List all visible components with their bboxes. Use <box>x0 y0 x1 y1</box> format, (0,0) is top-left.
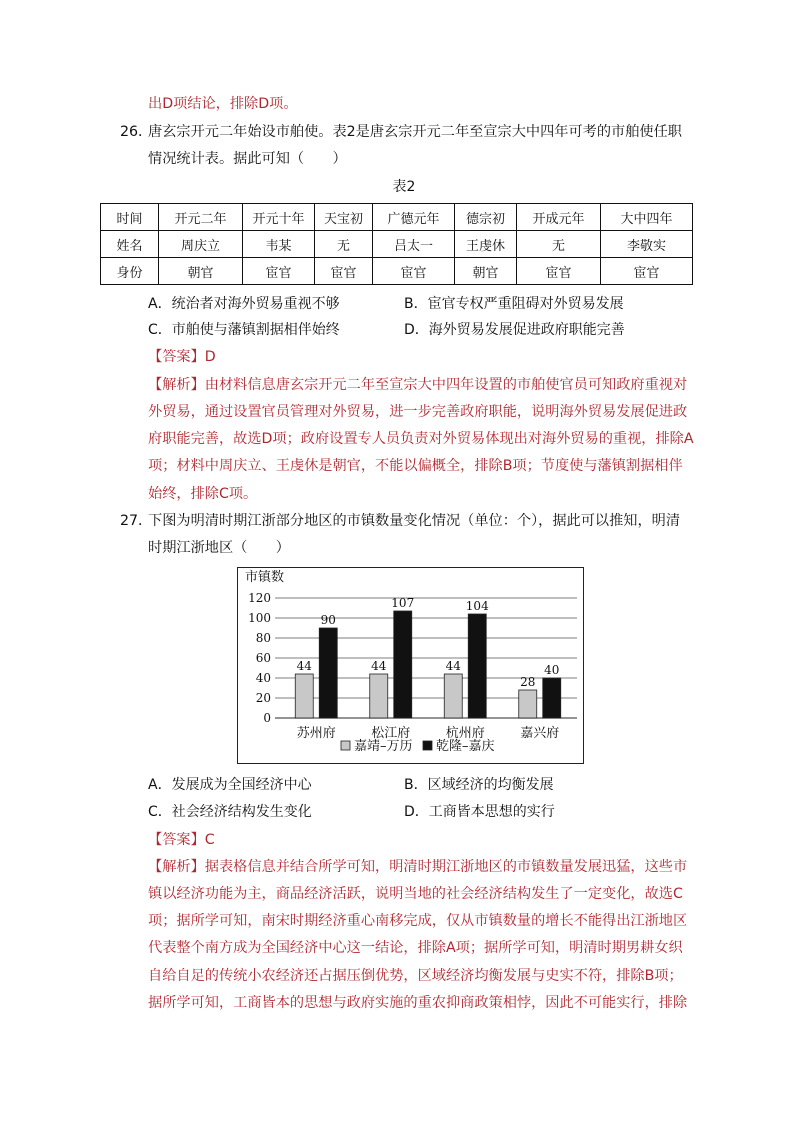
table-cell: 周庆立 <box>159 231 243 258</box>
bar-qianlong-jiaqing <box>543 678 561 718</box>
table-cell: 广德元年 <box>373 204 455 231</box>
table-cell: 开元十年 <box>243 204 315 231</box>
q27-stem-line2: 时期江浙地区（ ） <box>148 540 290 556</box>
table-cell: 宦官 <box>373 258 455 285</box>
bar-jiajing-wanli <box>370 674 388 718</box>
legend-label: 嘉靖–万历 <box>354 739 413 754</box>
bar-jiajing-wanli <box>295 674 313 718</box>
table-cell: 德宗初 <box>455 204 517 231</box>
legend-label: 乾隆–嘉庆 <box>436 739 495 754</box>
q27-option-b: B．区域经济的均衡发展 <box>404 777 554 793</box>
q26-number: 26． <box>120 124 153 140</box>
q27-stem-line1: 下图为明清时期江浙部分地区的市镇数量变化情况（单位：个），据此可以推知，明清 <box>148 513 681 529</box>
bar-qianlong-jiaqing <box>394 611 412 718</box>
q27-option-c: C．社会经济结构发生变化 <box>148 804 312 820</box>
bar-qianlong-jiaqing <box>319 628 337 718</box>
q26-answer <box>148 347 216 367</box>
table-cell: 大中四年 <box>601 204 693 231</box>
table-cell: 无 <box>315 231 373 258</box>
q26-analysis-text-1: 由材料信息唐玄宗开元二年至宣宗大中四年设置的市舶使官员可知政府重视对 <box>204 377 688 393</box>
data-label: 28 <box>520 675 536 689</box>
y-tick-label: 80 <box>255 631 271 645</box>
table-cell: 宦官 <box>601 258 693 285</box>
q26-option-c: C．市舶使与藩镇割据相伴始终 <box>148 322 340 338</box>
q27-option-d: D．工商皆本思想的实行 <box>404 804 555 820</box>
q27-answer <box>148 830 215 850</box>
q26-analysis-label: 【解析】 <box>148 377 205 393</box>
q26-option-a: A．统治者对海外贸易重视不够 <box>148 296 340 312</box>
q26-analysis-line-1 <box>148 375 687 395</box>
q26-analysis-line-3: 府职能完善，故选D项；政府设置专人员负责对外贸易体现出对海外贸易的重视，排除A <box>148 431 694 447</box>
q26-table <box>100 203 693 285</box>
table-cell: 宦官 <box>315 258 373 285</box>
q26-answer-label: 【答案】 <box>148 349 205 365</box>
data-label: 40 <box>544 663 560 677</box>
y-tick-label: 0 <box>263 711 271 725</box>
y-tick-label: 120 <box>248 591 271 605</box>
x-tick-label: 松江府 <box>371 726 411 741</box>
q26-answer-value: D <box>204 349 216 365</box>
y-tick-label: 60 <box>255 651 271 665</box>
data-label: 44 <box>371 659 387 673</box>
x-tick-label: 嘉兴府 <box>520 726 560 741</box>
table-row-header: 身份 <box>101 258 159 285</box>
q27-analysis-line-1 <box>148 857 687 877</box>
table-cell: 韦某 <box>243 231 315 258</box>
q27-analysis-label: 【解析】 <box>148 859 205 875</box>
legend-swatch <box>341 741 350 750</box>
table-cell: 宦官 <box>243 258 315 285</box>
q27-number: 27． <box>120 513 153 529</box>
table-cell: 开成元年 <box>517 204 601 231</box>
q27-chart <box>237 567 584 764</box>
q26-option-d: D．海外贸易发展促进政府职能完善 <box>404 322 625 338</box>
q26-analysis-line-5: 始终，排除C项。 <box>148 486 258 502</box>
y-tick-label: 100 <box>248 611 271 625</box>
table-row-header: 时间 <box>101 204 159 231</box>
q27-analysis-line-3: 项；据所学可知，南宋时期经济重心南移完成，仅从市镇数量的增长不能得出江浙地区 <box>148 913 688 929</box>
legend-swatch <box>423 741 432 750</box>
table-time-row <box>101 204 693 231</box>
table-row-header: 姓名 <box>101 231 159 258</box>
table-cell: 无 <box>517 231 601 258</box>
bar-jiajing-wanli <box>444 674 462 718</box>
q27-analysis-text-1: 据表格信息并结合所学可知，明清时期江浙地区的市镇数量发展迅猛，这些市 <box>204 859 688 875</box>
table-cell: 开元二年 <box>159 204 243 231</box>
table-name-row <box>101 231 693 258</box>
table-caption: 表2 <box>392 179 416 195</box>
bar-jiajing-wanli <box>519 690 537 718</box>
q27-chart-svg <box>237 567 584 764</box>
data-label: 107 <box>391 596 415 610</box>
x-tick-label: 苏州府 <box>296 726 336 741</box>
y-tick-label: 20 <box>255 691 271 705</box>
table-cell: 宦官 <box>517 258 601 285</box>
table-cell: 吕太一 <box>373 231 455 258</box>
q26-analysis-line-4: 项；材料中周庆立、王虔休是朝官，不能以偏概全，排除B项；节度使与藩镇割据相伴 <box>148 458 683 474</box>
q26-stem-line1: 唐玄宗开元二年始设市舶使。表2是唐玄宗开元二年至宣宗大中四年可考的市舶使任职 <box>148 124 682 140</box>
data-label: 44 <box>445 659 461 673</box>
q26-stem-line2: 情况统计表。据此可知（ ） <box>148 151 347 167</box>
data-label: 90 <box>320 613 336 627</box>
table-identity-row <box>101 258 693 285</box>
q27-analysis-line-5: 自给自足的传统小农经济还占据压倒优势，区域经济均衡发展与史实不符，排除B项； <box>148 968 683 984</box>
q27-answer-label: 【答案】 <box>148 832 205 848</box>
q26-analysis-line-2: 外贸易，通过设置官员管理对外贸易，进一步完善政府职能，说明海外贸易发展促进政 <box>148 404 688 420</box>
q27-analysis-line-6: 据所学可知，工商皆本的思想与政府实施的重农抑商政策相悖，因此不可能实行，排除 <box>148 995 688 1011</box>
q27-answer-value: C <box>204 832 215 848</box>
table-cell: 李敬实 <box>601 231 693 258</box>
y-axis-label: 市镇数 <box>245 570 285 585</box>
y-tick-label: 40 <box>255 671 271 685</box>
data-label: 44 <box>296 659 312 673</box>
x-tick-label: 杭州府 <box>445 726 485 741</box>
bar-qianlong-jiaqing <box>468 614 486 718</box>
q27-option-a: A．发展成为全国经济中心 <box>148 777 312 793</box>
table-cell: 朝官 <box>455 258 517 285</box>
q27-analysis-line-4: 代表整个南方成为全国经济中心这一结论，排除A项；据所学可知，明清时期男耕女织 <box>148 940 683 956</box>
table-cell: 王虔休 <box>455 231 517 258</box>
prev-answer-tail: 出D项结论，排除D项。 <box>148 96 298 112</box>
q26-option-b: B．宦官专权严重阻碍对外贸易发展 <box>404 296 624 312</box>
table-cell: 朝官 <box>159 258 243 285</box>
table-cell: 天宝初 <box>315 204 373 231</box>
data-label: 104 <box>465 599 489 613</box>
q27-analysis-line-2: 镇以经济功能为主，商品经济活跃，说明当地的社会经济结构发生了一定变化，故选C <box>148 886 683 902</box>
